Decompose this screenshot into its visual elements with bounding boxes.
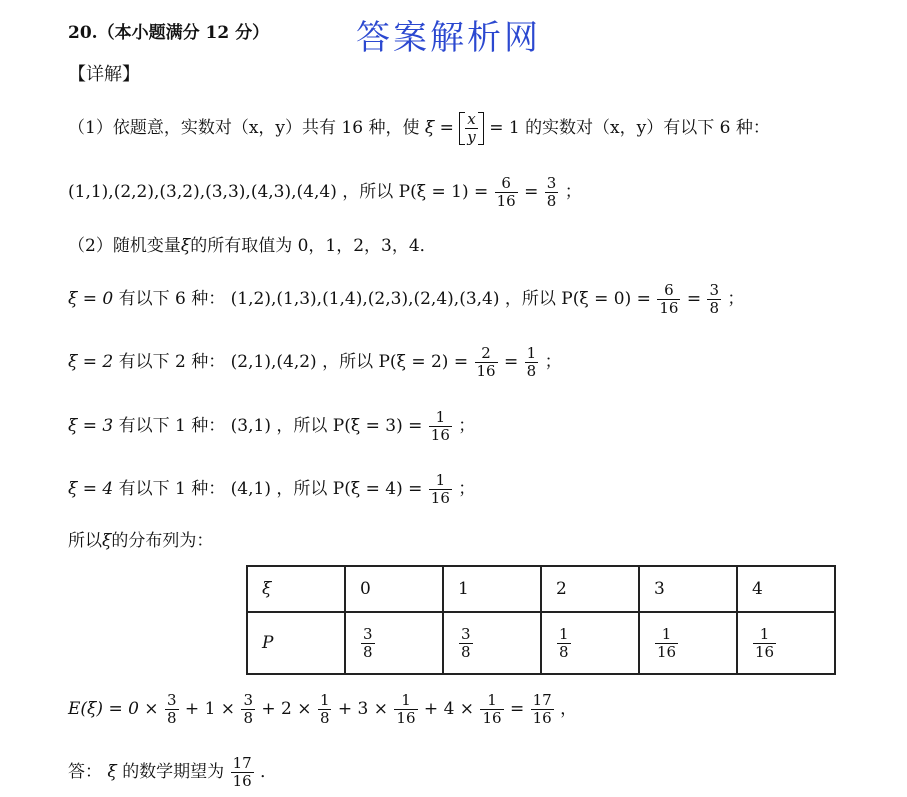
equals-sign: = [439, 118, 454, 138]
table-header-p: P [247, 612, 345, 674]
term-fraction [241, 693, 255, 726]
fraction-denominator: 8 [363, 642, 373, 661]
prob-fraction [361, 624, 375, 661]
fraction-denominator: 16 [396, 709, 416, 727]
case-lhs: ξ = 2 [68, 352, 114, 372]
answer-text: 的数学期望为 [122, 762, 225, 782]
xi-symbol: ξ [180, 236, 191, 256]
case-count: 有以下 6 种： [118, 289, 226, 309]
section-label: 【详解】 [68, 64, 140, 85]
table-cell-value: 0 [345, 566, 443, 612]
answer-prefix: 答： [68, 762, 102, 782]
prob-fraction [459, 624, 473, 661]
xi-symbol: ξ [107, 762, 117, 782]
pairs-list: (3,1) [230, 416, 271, 436]
fraction-numerator: 1 [394, 693, 417, 710]
fraction-a [429, 473, 452, 506]
fraction-denominator: 8 [709, 299, 720, 317]
distribution-table [246, 565, 836, 675]
fraction-numerator: x [465, 112, 477, 129]
term-fraction [165, 693, 179, 726]
fraction-numerator: 1 [429, 473, 452, 490]
pairs-list: (1,2),(1,3),(1,4),(2,3),(2,4),(3,4) [230, 289, 500, 309]
case-xi-2: ξ = 2 有以下 2 种： (2,1),(4,2) ，所以 P(ξ = 2) = $\frac{2}{16}$ = $\frac{1}{8}$ ； [68, 344, 562, 380]
fraction-denominator: 8 [559, 642, 569, 661]
fraction-numerator: 17 [232, 754, 252, 772]
fraction-numerator: 1 [480, 693, 503, 710]
fraction-b [525, 346, 539, 379]
punctuation: ； [564, 182, 582, 202]
part2-text-a: （2）随机变量 [68, 236, 181, 256]
case-xi-4 [68, 473, 475, 506]
prob-fraction [753, 624, 776, 661]
punctuation: ； [544, 352, 562, 372]
table-cell-prob [639, 612, 737, 674]
equals-sign: = [509, 699, 525, 719]
punctuation: ； [458, 479, 476, 499]
operator: + 2 × [261, 699, 312, 719]
table-row-values [247, 566, 835, 612]
question-title: 20.（本小题满分 12 分） [68, 23, 270, 43]
operator: + 4 × [423, 699, 475, 719]
fraction-numerator: 2 [475, 346, 498, 363]
fraction-denominator: 16 [496, 192, 516, 210]
case-count: 有以下 1 种： [118, 479, 226, 499]
term-fraction [480, 693, 503, 726]
fraction-numerator: 1 [319, 691, 330, 709]
term-fraction [318, 693, 332, 726]
fraction-denominator: 16 [482, 709, 502, 727]
fraction-denominator: 16 [430, 426, 450, 444]
fraction-numerator: 1 [655, 627, 678, 644]
probability-text: ，所以 P(ξ = 2) = [322, 352, 469, 372]
answer-line [68, 756, 277, 789]
probability-text: ，所以 P(ξ = 0) = [504, 289, 651, 309]
expectation-line [68, 693, 577, 726]
prob-fraction [557, 624, 571, 661]
fraction-denominator: 8 [243, 709, 253, 727]
fraction-denominator: 16 [476, 362, 496, 380]
fraction-b [707, 283, 721, 316]
dist-text-b: 的分布列为： [111, 531, 214, 551]
fraction-numerator: 1 [559, 624, 569, 643]
table-cell-prob [541, 612, 639, 674]
prob-fraction [655, 624, 678, 661]
xi-symbol: ξ [102, 531, 112, 551]
punctuation: ； [727, 289, 745, 309]
part1-text-a: （1）依题意，实数对（x，y）共有 16 种，使 [68, 118, 420, 138]
fraction-denominator: 16 [657, 642, 677, 661]
fraction-denominator: 8 [319, 709, 330, 727]
term-fraction [394, 693, 417, 726]
part1-line2: (1,1),(2,2),(3,2),(3,3),(4,3),(4,4) ，所以 P(ξ = 1) = $\frac{6}{16}$ = $\frac{3}{8}$ ； [68, 174, 582, 210]
floor-bracket [459, 112, 483, 145]
operator: + 3 × [337, 699, 389, 719]
fraction-denominator: 16 [755, 642, 775, 661]
equals-one: = 1 [489, 118, 520, 138]
distribution-intro [68, 533, 213, 550]
table-cell-prob [345, 612, 443, 674]
x-over-y-fraction [465, 112, 477, 145]
watermark-logo: 答案解析网 [356, 19, 541, 57]
fraction-denominator: 16 [430, 489, 450, 507]
probability-text: ，所以 P(ξ = 4) = [276, 479, 423, 499]
part2-intro [68, 238, 437, 255]
table-header-xi: ξ [247, 566, 345, 612]
table-cell-prob [443, 612, 541, 674]
table-cell-value: 1 [443, 566, 541, 612]
fraction-numerator: 3 [461, 624, 471, 643]
fraction-denominator: 8 [461, 642, 471, 661]
pairs-list: (4,1) [230, 479, 271, 499]
fraction-numerator: 6 [495, 176, 518, 193]
expectation-lhs: E(ξ) = 0 × [68, 699, 159, 719]
fraction-numerator: 17 [532, 691, 552, 709]
table-cell-prob [737, 612, 835, 674]
part1-line1 [68, 112, 770, 145]
case-count: 有以下 1 种： [118, 416, 226, 436]
fraction-a [429, 410, 452, 443]
fraction-numerator: 3 [243, 691, 253, 709]
table-cell-value: 4 [737, 566, 835, 612]
fraction-numerator: 3 [363, 624, 373, 643]
fraction-denominator: y [467, 128, 476, 146]
fraction-denominator: 8 [166, 709, 177, 727]
case-xi-3 [68, 410, 475, 443]
fraction-denominator: 16 [532, 709, 552, 727]
probability-text: ，所以 P(ξ = 1) = [342, 182, 489, 202]
case-lhs: ξ = 4 [68, 479, 114, 499]
fraction-denominator: 8 [546, 192, 557, 210]
fraction-a [475, 346, 498, 379]
pairs-list: (1,1),(2,2),(3,2),(3,3),(4,3),(4,4) [68, 182, 337, 202]
probability-text: ，所以 P(ξ = 3) = [276, 416, 423, 436]
fraction-denominator: 8 [526, 362, 537, 380]
case-lhs: ξ = 0 [68, 289, 114, 309]
fraction-numerator: 1 [429, 410, 452, 427]
part2-text-b: 的所有取值为 0，1，2，3，4． [190, 236, 437, 256]
fraction-numerator: 6 [657, 283, 680, 300]
fraction-denominator: 16 [232, 772, 252, 790]
fraction-denominator: 16 [659, 299, 679, 317]
table-cell-value: 2 [541, 566, 639, 612]
case-count: 有以下 2 种： [118, 352, 226, 372]
operator: + 1 × [184, 699, 236, 719]
result-fraction [531, 693, 554, 726]
case-xi-0: ξ = 0 有以下 6 种： (1,2),(1,3),(1,4),(2,3),(2,4),(3,4) ，所以 P(ξ = 0) = $\frac{6}{16}$ = $\frac{3}{8}$ ； [68, 281, 745, 317]
fraction-numerator: 3 [166, 691, 177, 709]
punctuation: ． [260, 762, 278, 782]
pairs-list: (2,1),(4,2) [230, 352, 317, 372]
punctuation: ， [560, 699, 578, 719]
fraction-numerator: 3 [546, 174, 557, 192]
fraction-numerator: 1 [753, 627, 776, 644]
part1-text-b: 的实数对（x，y）有以下 6 种： [525, 118, 770, 138]
fraction-numerator: 3 [709, 281, 720, 299]
xi-symbol: ξ [424, 118, 435, 138]
fraction-3-8 [545, 176, 559, 209]
table-row-probabilities [247, 612, 835, 674]
fraction-6-16 [495, 176, 518, 209]
fraction-a [657, 283, 680, 316]
dist-text-a: 所以 [68, 531, 102, 551]
fraction-numerator: 1 [526, 344, 537, 362]
punctuation: ； [458, 416, 476, 436]
table-cell-value: 3 [639, 566, 737, 612]
answer-fraction [231, 756, 254, 789]
case-lhs: ξ = 3 [68, 416, 114, 436]
